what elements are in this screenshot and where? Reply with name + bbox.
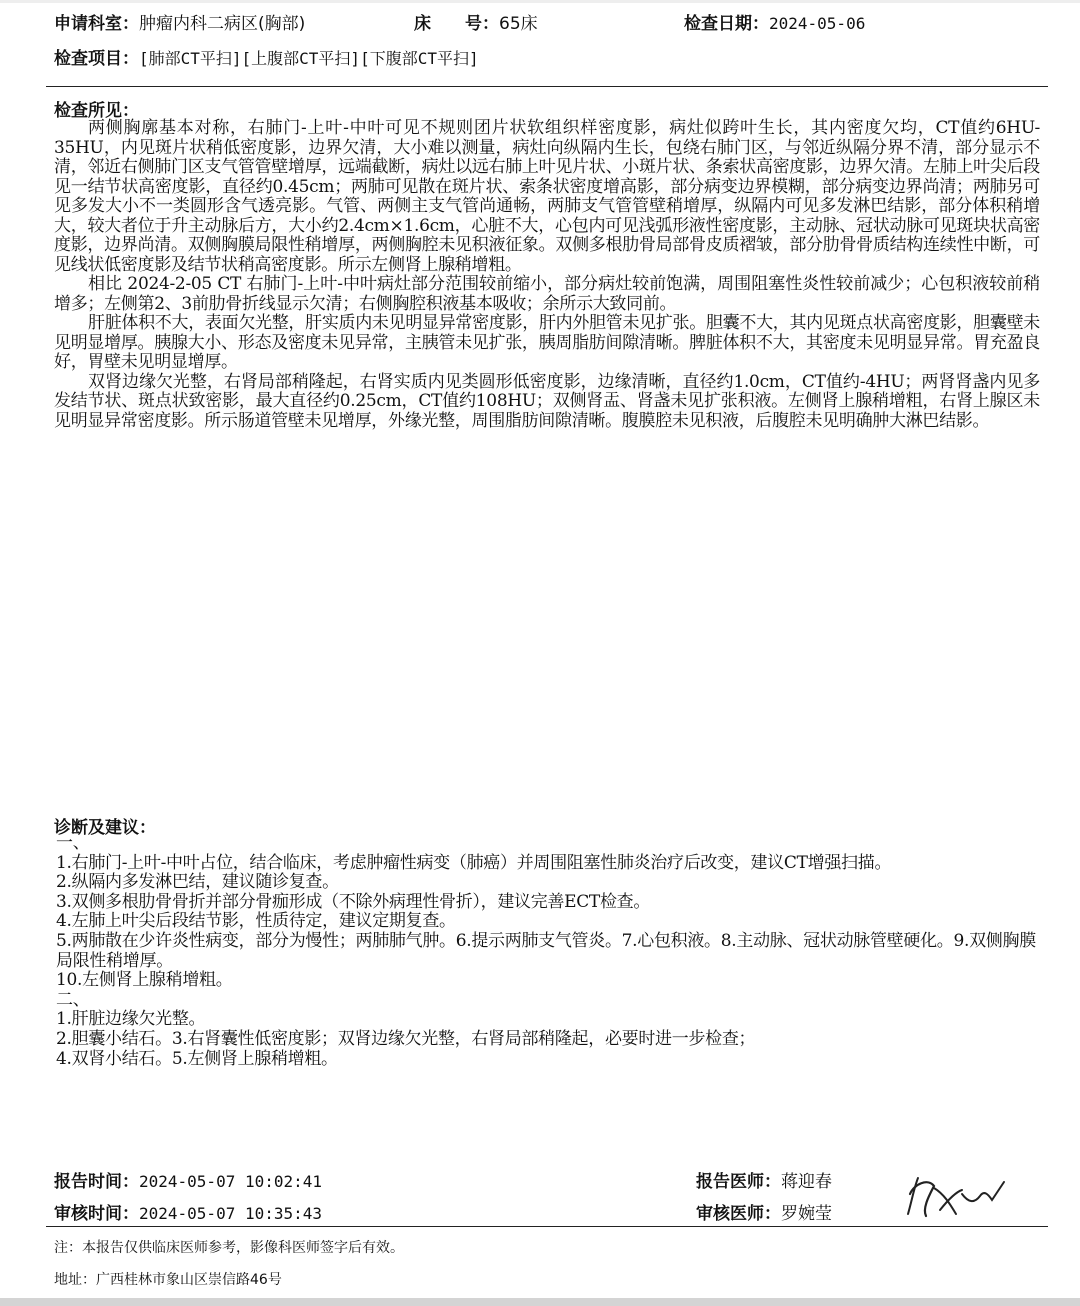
date-value: 2024-05-06 — [769, 14, 866, 33]
diagnosis-line: 1.肝脏边缘欠光整。 — [56, 1009, 206, 1030]
handwritten-signature — [900, 1164, 1010, 1222]
bed-field — [414, 9, 538, 34]
diagnosis-line: 一、 — [56, 833, 90, 853]
report-doctor-field — [696, 1167, 832, 1192]
diagnosis-line: 4.左肺上叶尖后段结节影，性质待定，建议定期复查。 — [56, 911, 456, 932]
dept-value: 肿瘤内科二病区(胸部) — [139, 14, 306, 34]
diagnosis-line: 2.纵隔内多发淋巴结，建议随诊复查。 — [56, 872, 339, 893]
findings-paragraph: 肝脏体积不大，表面欠光整，肝实质内未见明显异常密度影，肝内外胆管未见扩张。胆囊不大，其内见斑点状高密度影，胆囊壁未见明显增厚。胰腺大小、形态及密度未见异常，主胰管未见扩张，胰周脂肪间隙清晰。脾脏体积不大，其密度未见明显异常。胃充盈良好，胃壁未见明显增厚。 — [54, 313, 1040, 372]
date-label: 检查日期： — [684, 14, 769, 34]
report-time-value: 2024-05-07 10:02:41 — [139, 1172, 323, 1191]
report-time-field — [54, 1167, 322, 1192]
diagnosis-title: 诊断及建议： — [54, 818, 156, 838]
diagnosis-line: 3.双侧多根肋骨骨折并部分骨痂形成（不除外病理性骨折），建议完善ECT检查。 — [56, 891, 651, 912]
review-doctor-value: 罗婉莹 — [781, 1204, 832, 1224]
findings-paragraph: 相比 2024-2-05 CT 右肺门-上叶-中叶病灶部分范围较前缩小，部分病灶较前饱满，周围阻塞性炎性较前减少；心包积液较前稍增多；左侧第2、3前肋骨折线显示欠清；右侧胸腔积液基本吸收；余所示大致同前。 — [54, 274, 1040, 314]
dept-label: 申请科室： — [54, 14, 139, 34]
findings-title: 检查所见： — [54, 101, 139, 121]
items-field — [54, 44, 479, 69]
date-field — [684, 9, 865, 34]
header-divider — [46, 86, 1048, 87]
diagnosis-line: 1.右肺门-上叶-中叶占位，结合临床，考虑肿瘤性病变（肺癌）并周围阻塞性肺炎治疗后改变，建议CT增强扫描。 — [56, 852, 892, 873]
bed-value: 65床 — [499, 14, 538, 34]
report-doctor-value: 蒋迎春 — [781, 1172, 832, 1192]
review-time-field — [54, 1199, 322, 1224]
diagnosis-line: 二、 — [56, 989, 90, 1010]
bed-label: 床 号： — [414, 14, 499, 34]
disclaimer-note: 注：本报告仅供临床医师参考，影像科医师签字后有效。 — [54, 1240, 404, 1256]
review-doctor-label: 审核医师： — [696, 1204, 781, 1224]
diagnosis-line: 2.胆囊小结石。3.右肾囊性低密度影；双肾边缘欠光整，右肾局部稍隆起，必要时进一步检查； — [56, 1028, 756, 1049]
review-doctor-field — [696, 1199, 832, 1224]
footer-divider — [46, 1226, 1048, 1227]
items-value: [肺部CT平扫][上腹部CT平扫][下腹部CT平扫] — [139, 49, 479, 68]
report-doctor-label: 报告医师： — [696, 1172, 781, 1192]
scan-bottom-edge — [0, 1298, 1080, 1306]
diagnosis-line: 4.双肾小结石。5.左侧肾上腺稍增粗。 — [56, 1048, 338, 1069]
findings-paragraph: 双肾边缘欠光整，右肾局部稍隆起，右肾实质内见类圆形低密度影，边缘清晰，直径约1.0cm，CT值约-4HU；两肾肾盏内见多发结节状、斑点状致密影，最大直径约0.25cm，CT值约108HU；双侧肾盂、肾盏未见扩张积液。左侧肾上腺稍增粗，右肾上腺区未见明显异常密度影。所示肠道管壁未见增厚，外缘光整，周围脂肪间隙清晰。腹膜腔未见积液，后腹腔未见明确肿大淋巴结影。 — [54, 371, 1040, 431]
review-time-label: 审核时间： — [54, 1204, 139, 1224]
report-time-label: 报告时间： — [54, 1172, 139, 1192]
scan-top-edge — [0, 0, 1080, 3]
address-line: 地址：广西桂林市象山区崇信路46号 — [54, 1272, 282, 1288]
diagnosis-line: 10.左侧肾上腺稍增粗。 — [56, 970, 233, 991]
diagnosis-body — [56, 834, 1040, 1069]
diagnosis-line: 5.两肺散在少许炎性病变，部分为慢性；两肺肺气肿。6.提示两肺支气管炎。7.心包积液。8.主动脉、冠状动脉管壁硬化。9.双侧胸膜局限性稍增厚。 — [56, 930, 1036, 971]
items-label: 检查项目： — [54, 49, 139, 69]
header-row-1 — [54, 9, 305, 34]
review-time-value: 2024-05-07 10:35:43 — [139, 1204, 323, 1223]
findings-body — [54, 119, 1040, 431]
findings-paragraph: 两侧胸廓基本对称，右肺门-上叶-中叶可见不规则团片状软组织样密度影，病灶似跨叶生长，其内密度欠均，CT值约6HU-35HU，内见斑片状稍低密度影，边界欠清，大小难以测量，病灶向纵隔内生长，包绕右肺门区，与邻近纵隔分界不清，部分显示不清，邻近右侧肺门区支气管管壁增厚，远端截断，病灶以远右肺上叶见片状、小斑片状、条索状高密度影，边界欠清。左肺上叶尖后段见一结节状高密度影，直径约0.45cm；两肺可见散在斑片状、索条状密度增高影，部分病变边界模糊，部分病变边界尚清；两肺另可见多发大小不一类圆形含气透亮影。气管、两侧主支气管尚通畅，两肺支气管管壁稍增厚，纵隔内可见多发淋巴结影，部分体积稍增大，较大者位于升主动脉后方，大小约2.4cm×1.6cm，心脏不大，心包内可见浅弧形液性密度影，主动脉、冠状动脉可见斑块状高密度影，边界尚清。双侧胸膜局限性稍增厚，两侧胸腔未见积液征象。双侧多根肋骨局部骨皮质褶皱，部分肋骨骨质结构连续性中断，可见线状低密度影及结节状稍高密度影。所示左侧肾上腺稍增粗。 — [54, 118, 1040, 275]
